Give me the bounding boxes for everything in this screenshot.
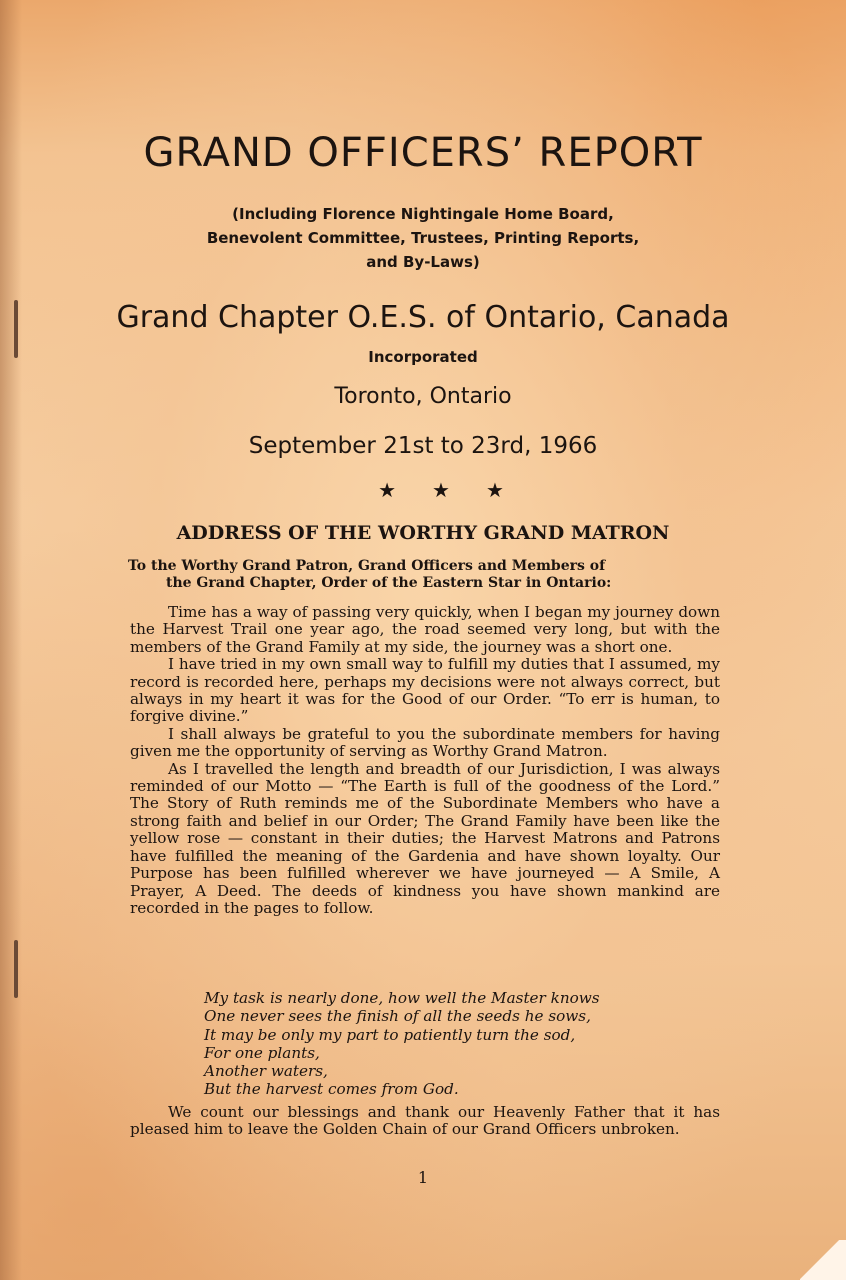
poem-line: But the harvest comes from God.: [204, 1080, 459, 1099]
poem-line: Another waters,: [204, 1062, 328, 1081]
star-divider-icon: ★★★: [378, 478, 540, 502]
poem-line: It may be only my part to patiently turn the sod,: [204, 1025, 576, 1044]
organization-name: Grand Chapter O.E.S. of Ontario, Canada: [116, 300, 730, 335]
report-subtitle: [0, 202, 846, 274]
salutation-line: To the Worthy Grand Patron, Grand Officers and Members of: [128, 558, 606, 574]
subtitle-line: Benevolent Committee, Trustees, Printing Reports,: [206, 229, 640, 247]
paragraph: Time has a way of passing very quickly, when I began my journey down the Harvest Trail one year ago, the road seemed very long, but with the members of the Grand Family at my side, the journey was a short one.: [130, 603, 720, 656]
staple-bottom: [14, 940, 18, 998]
poem-line: One never sees the finish of all the seeds he sows,: [204, 1007, 591, 1026]
subtitle-line: and By-Laws): [366, 253, 480, 271]
address-body: [130, 604, 720, 917]
torn-corner: [800, 1240, 846, 1280]
closing-body: [130, 1104, 720, 1139]
paragraph: I shall always be grateful to you the subordinate members for having given me the opportunity of serving as Worthy Grand Matron.: [130, 724, 720, 761]
salutation-line: the Grand Chapter, Order of the Eastern Star in Ontario:: [166, 575, 612, 591]
poem-line: For one plants,: [204, 1043, 320, 1062]
paragraph: As I travelled the length and breadth of our Jurisdiction, I was always reminded of our Motto — “The Earth is full of the goodness of the Lord.” The Story of Ruth reminds me of the Subordinate Members who have a strong faith and belief in our Order; The Grand Family have been like the yellow rose — constant in their duties; the Harvest Matrons and Patrons have fulfilled the meaning of the Gardenia and have shown loyalty. Our Purpose has been fulfilled wherever we have journeyed — A Smile, A Prayer, A Deed. The deeds of kindness you have shown mankind are recorded in the pages to follow.: [130, 759, 720, 917]
binding-spine: [0, 0, 22, 1280]
closing-paragraph: We count our blessings and thank our Heavenly Father that it has pleased him to leave the Golden Chain of our Grand Officers unbroken.: [130, 1103, 720, 1139]
paragraph: I have tried in my own small way to fulfill my duties that I assumed, my record is recorded here, perhaps my decisions were not always correct, but always in my heart it was for the Good of our Order. “To err is human, to forgive divine.”: [130, 655, 720, 726]
poem: [204, 989, 724, 1099]
location: Toronto, Ontario: [334, 384, 512, 409]
session-dates: September 21st to 23rd, 1966: [248, 433, 598, 459]
report-title: GRAND OFFICERS’ REPORT: [143, 130, 703, 176]
salutation: [128, 558, 718, 592]
poem-line: My task is nearly done, how well the Master knows: [204, 989, 600, 1007]
incorporated-label: Incorporated: [368, 348, 478, 366]
subtitle-line: (Including Florence Nightingale Home Board,: [232, 205, 614, 223]
page-number: 1: [417, 1168, 429, 1187]
address-title: ADDRESS OF THE WORTHY GRAND MATRON: [176, 522, 670, 544]
